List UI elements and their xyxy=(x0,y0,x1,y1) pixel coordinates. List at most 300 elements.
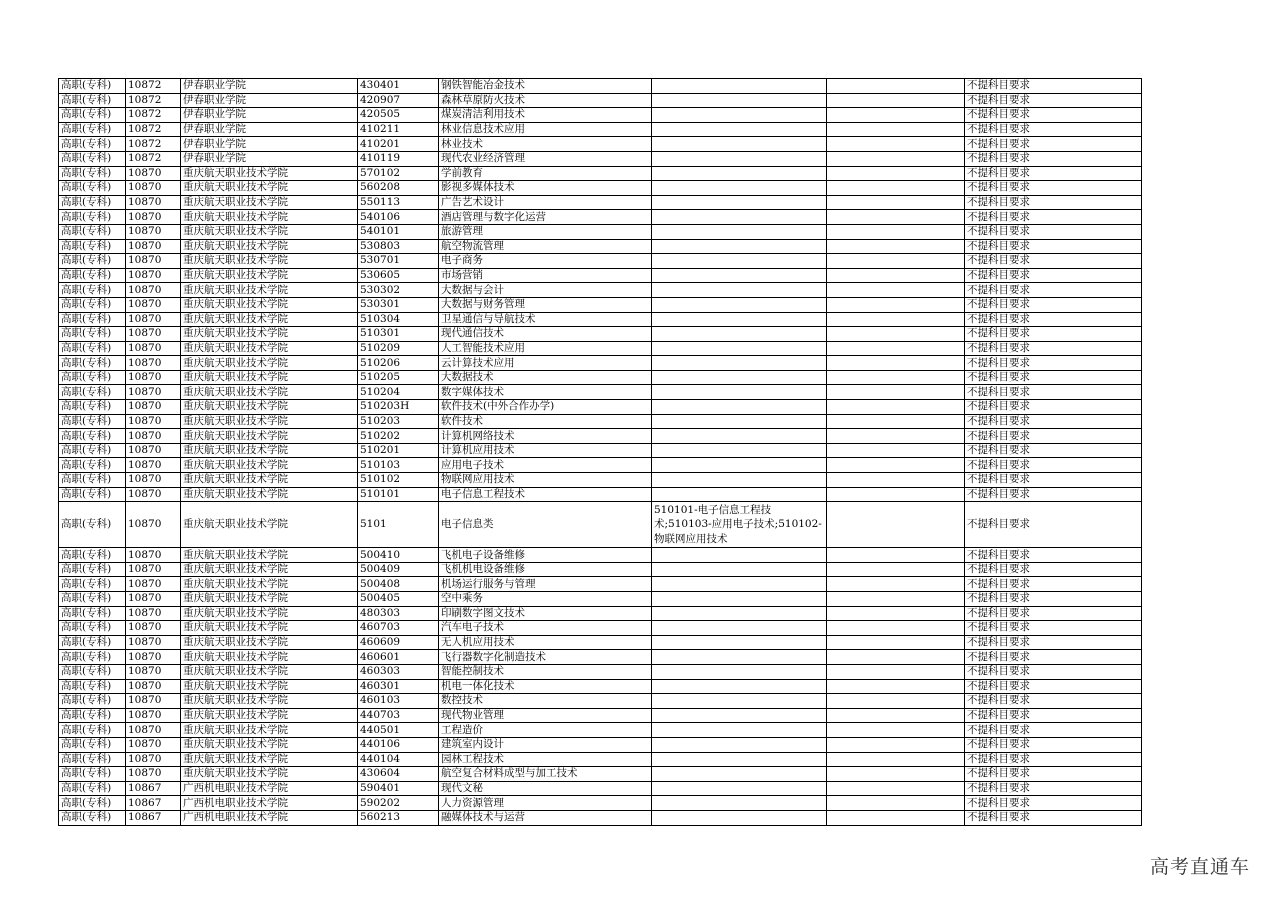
note-cell xyxy=(827,239,965,254)
school-name-cell: 伊春职业学院 xyxy=(181,137,358,152)
major-code-cell: 530302 xyxy=(358,283,439,298)
table-row xyxy=(59,781,1142,796)
subject-requirement-cell: 不提科目要求 xyxy=(965,122,1142,137)
included-majors-cell xyxy=(652,796,827,811)
school-name-cell: 重庆航天职业技术学院 xyxy=(181,592,358,607)
included-majors-cell xyxy=(652,592,827,607)
note-cell xyxy=(827,487,965,502)
school-name-cell: 重庆航天职业技术学院 xyxy=(181,679,358,694)
table-row xyxy=(59,254,1142,269)
school-code-cell: 10870 xyxy=(126,283,181,298)
school-code-cell: 10870 xyxy=(126,254,181,269)
major-name-cell: 卫星通信与导航技术 xyxy=(439,312,652,327)
note-cell xyxy=(827,664,965,679)
school-code-cell: 10870 xyxy=(126,166,181,181)
major-name-cell: 数控技术 xyxy=(439,694,652,709)
major-name-cell: 飞行器数字化制造技术 xyxy=(439,650,652,665)
table-row xyxy=(59,370,1142,385)
table-row xyxy=(59,767,1142,782)
included-majors-cell xyxy=(652,297,827,312)
major-name-cell: 机场运行服务与管理 xyxy=(439,577,652,592)
included-majors-cell xyxy=(652,767,827,782)
school-code-cell: 10870 xyxy=(126,341,181,356)
watermark: 高考直通车 xyxy=(1149,856,1250,878)
level-cell: 高职(专科) xyxy=(59,327,126,342)
major-code-cell: 510102 xyxy=(358,473,439,488)
table-row xyxy=(59,93,1142,108)
school-code-cell: 10872 xyxy=(126,108,181,123)
table-row xyxy=(59,268,1142,283)
level-cell: 高职(专科) xyxy=(59,400,126,415)
school-name-cell: 重庆航天职业技术学院 xyxy=(181,356,358,371)
included-majors-cell xyxy=(652,443,827,458)
major-name-cell: 现代农业经济管理 xyxy=(439,151,652,166)
table-row xyxy=(59,297,1142,312)
note-cell xyxy=(827,606,965,621)
table-row xyxy=(59,796,1142,811)
school-name-cell: 重庆航天职业技术学院 xyxy=(181,723,358,738)
major-name-cell: 电子商务 xyxy=(439,254,652,269)
major-name-cell: 印刷数字图文技术 xyxy=(439,606,652,621)
school-name-cell: 重庆航天职业技术学院 xyxy=(181,239,358,254)
school-name-cell: 重庆航天职业技术学院 xyxy=(181,635,358,650)
level-cell: 高职(专科) xyxy=(59,429,126,444)
school-name-cell: 重庆航天职业技术学院 xyxy=(181,737,358,752)
level-cell: 高职(专科) xyxy=(59,181,126,196)
school-name-cell: 重庆航天职业技术学院 xyxy=(181,502,358,548)
note-cell xyxy=(827,385,965,400)
note-cell xyxy=(827,414,965,429)
note-cell xyxy=(827,312,965,327)
school-code-cell: 10870 xyxy=(126,210,181,225)
table-row xyxy=(59,752,1142,767)
school-name-cell: 广西机电职业技术学院 xyxy=(181,810,358,825)
school-name-cell: 重庆航天职业技术学院 xyxy=(181,327,358,342)
level-cell: 高职(专科) xyxy=(59,458,126,473)
note-cell xyxy=(827,93,965,108)
note-cell xyxy=(827,137,965,152)
table-row xyxy=(59,239,1142,254)
major-code-cell: 420505 xyxy=(358,108,439,123)
major-code-cell: 510201 xyxy=(358,443,439,458)
school-code-cell: 10870 xyxy=(126,548,181,563)
included-majors-cell xyxy=(652,737,827,752)
level-cell: 高职(专科) xyxy=(59,487,126,502)
school-name-cell: 重庆航天职业技术学院 xyxy=(181,210,358,225)
school-name-cell: 重庆航天职业技术学院 xyxy=(181,577,358,592)
note-cell xyxy=(827,458,965,473)
level-cell: 高职(专科) xyxy=(59,137,126,152)
table-row xyxy=(59,181,1142,196)
included-majors-cell xyxy=(652,122,827,137)
school-name-cell: 重庆航天职业技术学院 xyxy=(181,548,358,563)
level-cell: 高职(专科) xyxy=(59,577,126,592)
major-code-cell: 570102 xyxy=(358,166,439,181)
school-name-cell: 广西机电职业技术学院 xyxy=(181,781,358,796)
table-row xyxy=(59,137,1142,152)
school-code-cell: 10870 xyxy=(126,443,181,458)
major-code-cell: 510203H xyxy=(358,400,439,415)
school-code-cell: 10867 xyxy=(126,796,181,811)
included-majors-cell xyxy=(652,487,827,502)
included-majors-cell xyxy=(652,621,827,636)
note-cell xyxy=(827,341,965,356)
table-row xyxy=(59,356,1142,371)
table-row xyxy=(59,224,1142,239)
included-majors-cell xyxy=(652,548,827,563)
major-code-cell: 510203 xyxy=(358,414,439,429)
major-code-cell: 440703 xyxy=(358,708,439,723)
table-row xyxy=(59,195,1142,210)
school-code-cell: 10870 xyxy=(126,737,181,752)
major-code-cell: 540106 xyxy=(358,210,439,225)
major-name-cell: 融媒体技术与运营 xyxy=(439,810,652,825)
note-cell xyxy=(827,283,965,298)
major-name-cell: 大数据技术 xyxy=(439,370,652,385)
subject-requirement-cell: 不提科目要求 xyxy=(965,181,1142,196)
subject-requirement-cell: 不提科目要求 xyxy=(965,166,1142,181)
major-name-cell: 大数据与财务管理 xyxy=(439,297,652,312)
level-cell: 高职(专科) xyxy=(59,767,126,782)
table-row xyxy=(59,151,1142,166)
note-cell xyxy=(827,767,965,782)
level-cell: 高职(专科) xyxy=(59,93,126,108)
major-code-cell: 560208 xyxy=(358,181,439,196)
level-cell: 高职(专科) xyxy=(59,385,126,400)
note-cell xyxy=(827,621,965,636)
school-code-cell: 10870 xyxy=(126,502,181,548)
note-cell xyxy=(827,781,965,796)
school-code-cell: 10870 xyxy=(126,577,181,592)
note-cell xyxy=(827,502,965,548)
subject-requirement-cell: 不提科目要求 xyxy=(965,356,1142,371)
major-code-cell: 410201 xyxy=(358,137,439,152)
school-code-cell: 10870 xyxy=(126,708,181,723)
included-majors-cell xyxy=(652,606,827,621)
school-code-cell: 10870 xyxy=(126,370,181,385)
table-row xyxy=(59,283,1142,298)
major-code-cell: 510301 xyxy=(358,327,439,342)
major-name-cell: 软件技术(中外合作办学) xyxy=(439,400,652,415)
level-cell: 高职(专科) xyxy=(59,370,126,385)
subject-requirement-cell: 不提科目要求 xyxy=(965,606,1142,621)
major-name-cell: 广告艺术设计 xyxy=(439,195,652,210)
subject-requirement-cell: 不提科目要求 xyxy=(965,151,1142,166)
level-cell: 高职(专科) xyxy=(59,723,126,738)
note-cell xyxy=(827,108,965,123)
major-code-cell: 460703 xyxy=(358,621,439,636)
school-code-cell: 10870 xyxy=(126,224,181,239)
level-cell: 高职(专科) xyxy=(59,122,126,137)
included-majors-cell xyxy=(652,414,827,429)
table-row xyxy=(59,502,1142,548)
school-name-cell: 重庆航天职业技术学院 xyxy=(181,224,358,239)
school-name-cell: 重庆航天职业技术学院 xyxy=(181,767,358,782)
included-majors-cell xyxy=(652,341,827,356)
included-majors-cell xyxy=(652,458,827,473)
included-majors-cell xyxy=(652,781,827,796)
school-name-cell: 重庆航天职业技术学院 xyxy=(181,606,358,621)
note-cell xyxy=(827,562,965,577)
major-code-cell: 460103 xyxy=(358,694,439,709)
school-code-cell: 10872 xyxy=(126,151,181,166)
note-cell xyxy=(827,122,965,137)
included-majors-cell xyxy=(652,356,827,371)
subject-requirement-cell: 不提科目要求 xyxy=(965,268,1142,283)
table-row xyxy=(59,79,1142,94)
included-majors-cell xyxy=(652,810,827,825)
included-majors-cell xyxy=(652,694,827,709)
included-majors-cell xyxy=(652,577,827,592)
level-cell: 高职(专科) xyxy=(59,356,126,371)
level-cell: 高职(专科) xyxy=(59,210,126,225)
major-name-cell: 旅游管理 xyxy=(439,224,652,239)
level-cell: 高职(专科) xyxy=(59,562,126,577)
major-name-cell: 酒店管理与数字化运营 xyxy=(439,210,652,225)
major-code-cell: 5101 xyxy=(358,502,439,548)
table-row xyxy=(59,327,1142,342)
table-row xyxy=(59,679,1142,694)
table-row xyxy=(59,458,1142,473)
note-cell xyxy=(827,195,965,210)
subject-requirement-cell: 不提科目要求 xyxy=(965,224,1142,239)
major-code-cell: 510206 xyxy=(358,356,439,371)
major-name-cell: 云计算技术应用 xyxy=(439,356,652,371)
included-majors-cell xyxy=(652,181,827,196)
note-cell xyxy=(827,752,965,767)
school-name-cell: 重庆航天职业技术学院 xyxy=(181,458,358,473)
major-name-cell: 林业信息技术应用 xyxy=(439,122,652,137)
included-majors-cell xyxy=(652,108,827,123)
note-cell xyxy=(827,181,965,196)
subject-requirement-cell: 不提科目要求 xyxy=(965,473,1142,488)
table-row xyxy=(59,108,1142,123)
subject-requirement-cell: 不提科目要求 xyxy=(965,767,1142,782)
subject-requirement-cell: 不提科目要求 xyxy=(965,592,1142,607)
subject-requirement-cell: 不提科目要求 xyxy=(965,210,1142,225)
subject-requirement-cell: 不提科目要求 xyxy=(965,708,1142,723)
major-code-cell: 510204 xyxy=(358,385,439,400)
note-cell xyxy=(827,297,965,312)
school-name-cell: 重庆航天职业技术学院 xyxy=(181,664,358,679)
school-code-cell: 10870 xyxy=(126,694,181,709)
included-majors-cell xyxy=(652,239,827,254)
school-name-cell: 重庆航天职业技术学院 xyxy=(181,341,358,356)
included-majors-cell xyxy=(652,370,827,385)
major-name-cell: 园林工程技术 xyxy=(439,752,652,767)
subject-requirement-cell: 不提科目要求 xyxy=(965,562,1142,577)
school-code-cell: 10870 xyxy=(126,650,181,665)
major-code-cell: 510202 xyxy=(358,429,439,444)
table-row xyxy=(59,166,1142,181)
included-majors-cell xyxy=(652,473,827,488)
major-name-cell: 航空物流管理 xyxy=(439,239,652,254)
subject-requirement-cell: 不提科目要求 xyxy=(965,429,1142,444)
subject-requirement-cell: 不提科目要求 xyxy=(965,650,1142,665)
level-cell: 高职(专科) xyxy=(59,810,126,825)
major-code-cell: 430604 xyxy=(358,767,439,782)
level-cell: 高职(专科) xyxy=(59,650,126,665)
major-code-cell: 510205 xyxy=(358,370,439,385)
table-row xyxy=(59,400,1142,415)
subject-requirement-cell: 不提科目要求 xyxy=(965,312,1142,327)
school-code-cell: 10870 xyxy=(126,429,181,444)
major-name-cell: 机电一体化技术 xyxy=(439,679,652,694)
school-code-cell: 10870 xyxy=(126,195,181,210)
school-code-cell: 10870 xyxy=(126,635,181,650)
school-code-cell: 10870 xyxy=(126,473,181,488)
school-code-cell: 10870 xyxy=(126,621,181,636)
school-name-cell: 重庆航天职业技术学院 xyxy=(181,181,358,196)
included-majors-cell xyxy=(652,195,827,210)
table-row xyxy=(59,122,1142,137)
major-code-cell: 590401 xyxy=(358,781,439,796)
subject-requirement-cell: 不提科目要求 xyxy=(965,723,1142,738)
major-name-cell: 电子信息工程技术 xyxy=(439,487,652,502)
table-row xyxy=(59,737,1142,752)
included-majors-cell xyxy=(652,752,827,767)
enrollment-table xyxy=(58,78,1142,826)
level-cell: 高职(专科) xyxy=(59,708,126,723)
note-cell xyxy=(827,650,965,665)
note-cell xyxy=(827,79,965,94)
included-majors-cell xyxy=(652,679,827,694)
subject-requirement-cell: 不提科目要求 xyxy=(965,297,1142,312)
table-row xyxy=(59,606,1142,621)
major-name-cell: 计算机网络技术 xyxy=(439,429,652,444)
major-name-cell: 煤炭清洁利用技术 xyxy=(439,108,652,123)
major-name-cell: 电子信息类 xyxy=(439,502,652,548)
level-cell: 高职(专科) xyxy=(59,781,126,796)
school-name-cell: 重庆航天职业技术学院 xyxy=(181,621,358,636)
note-cell xyxy=(827,708,965,723)
level-cell: 高职(专科) xyxy=(59,752,126,767)
subject-requirement-cell: 不提科目要求 xyxy=(965,694,1142,709)
level-cell: 高职(专科) xyxy=(59,239,126,254)
included-majors-cell xyxy=(652,723,827,738)
major-name-cell: 现代文秘 xyxy=(439,781,652,796)
major-name-cell: 汽车电子技术 xyxy=(439,621,652,636)
major-name-cell: 人工智能技术应用 xyxy=(439,341,652,356)
level-cell: 高职(专科) xyxy=(59,341,126,356)
major-code-cell: 440501 xyxy=(358,723,439,738)
school-name-cell: 重庆航天职业技术学院 xyxy=(181,268,358,283)
school-code-cell: 10870 xyxy=(126,606,181,621)
subject-requirement-cell: 不提科目要求 xyxy=(965,810,1142,825)
table-row xyxy=(59,577,1142,592)
included-majors-cell xyxy=(652,137,827,152)
major-name-cell: 市场营销 xyxy=(439,268,652,283)
level-cell: 高职(专科) xyxy=(59,166,126,181)
school-name-cell: 重庆航天职业技术学院 xyxy=(181,694,358,709)
subject-requirement-cell: 不提科目要求 xyxy=(965,414,1142,429)
school-name-cell: 重庆航天职业技术学院 xyxy=(181,195,358,210)
school-code-cell: 10870 xyxy=(126,562,181,577)
note-cell xyxy=(827,473,965,488)
included-majors-cell xyxy=(652,224,827,239)
school-code-cell: 10870 xyxy=(126,664,181,679)
school-code-cell: 10870 xyxy=(126,592,181,607)
subject-requirement-cell: 不提科目要求 xyxy=(965,458,1142,473)
table-row xyxy=(59,664,1142,679)
table-row xyxy=(59,341,1142,356)
included-majors-cell xyxy=(652,283,827,298)
major-code-cell: 510103 xyxy=(358,458,439,473)
school-name-cell: 重庆航天职业技术学院 xyxy=(181,752,358,767)
level-cell: 高职(专科) xyxy=(59,621,126,636)
note-cell xyxy=(827,400,965,415)
subject-requirement-cell: 不提科目要求 xyxy=(965,487,1142,502)
included-majors-cell xyxy=(652,312,827,327)
school-name-cell: 重庆航天职业技术学院 xyxy=(181,297,358,312)
subject-requirement-cell: 不提科目要求 xyxy=(965,781,1142,796)
note-cell xyxy=(827,679,965,694)
school-code-cell: 10870 xyxy=(126,767,181,782)
level-cell: 高职(专科) xyxy=(59,737,126,752)
school-code-cell: 10870 xyxy=(126,239,181,254)
major-name-cell: 空中乘务 xyxy=(439,592,652,607)
major-name-cell: 物联网应用技术 xyxy=(439,473,652,488)
subject-requirement-cell: 不提科目要求 xyxy=(965,93,1142,108)
major-code-cell: 540101 xyxy=(358,224,439,239)
included-majors-cell xyxy=(652,400,827,415)
table-row xyxy=(59,312,1142,327)
major-code-cell: 460601 xyxy=(358,650,439,665)
school-name-cell: 伊春职业学院 xyxy=(181,79,358,94)
school-code-cell: 10870 xyxy=(126,487,181,502)
note-cell xyxy=(827,810,965,825)
included-majors-cell xyxy=(652,664,827,679)
school-name-cell: 重庆航天职业技术学院 xyxy=(181,562,358,577)
major-code-cell: 550113 xyxy=(358,195,439,210)
note-cell xyxy=(827,694,965,709)
major-name-cell: 现代物业管理 xyxy=(439,708,652,723)
subject-requirement-cell: 不提科目要求 xyxy=(965,341,1142,356)
subject-requirement-cell: 不提科目要求 xyxy=(965,548,1142,563)
major-code-cell: 410211 xyxy=(358,122,439,137)
level-cell: 高职(专科) xyxy=(59,443,126,458)
subject-requirement-cell: 不提科目要求 xyxy=(965,385,1142,400)
major-name-cell: 工程造价 xyxy=(439,723,652,738)
school-name-cell: 重庆航天职业技术学院 xyxy=(181,473,358,488)
table-body xyxy=(59,79,1142,826)
major-name-cell: 计算机应用技术 xyxy=(439,443,652,458)
subject-requirement-cell: 不提科目要求 xyxy=(965,443,1142,458)
school-code-cell: 10867 xyxy=(126,781,181,796)
table-row xyxy=(59,473,1142,488)
level-cell: 高职(专科) xyxy=(59,679,126,694)
subject-requirement-cell: 不提科目要求 xyxy=(965,737,1142,752)
school-name-cell: 伊春职业学院 xyxy=(181,108,358,123)
level-cell: 高职(专科) xyxy=(59,592,126,607)
school-name-cell: 重庆航天职业技术学院 xyxy=(181,370,358,385)
school-code-cell: 10872 xyxy=(126,137,181,152)
major-code-cell: 500410 xyxy=(358,548,439,563)
major-code-cell: 510304 xyxy=(358,312,439,327)
major-name-cell: 数字媒体技术 xyxy=(439,385,652,400)
school-code-cell: 10872 xyxy=(126,122,181,137)
major-name-cell: 应用电子技术 xyxy=(439,458,652,473)
major-name-cell: 现代通信技术 xyxy=(439,327,652,342)
school-name-cell: 广西机电职业技术学院 xyxy=(181,796,358,811)
major-code-cell: 500405 xyxy=(358,592,439,607)
major-code-cell: 460609 xyxy=(358,635,439,650)
major-name-cell: 智能控制技术 xyxy=(439,664,652,679)
note-cell xyxy=(827,327,965,342)
note-cell xyxy=(827,254,965,269)
level-cell: 高职(专科) xyxy=(59,254,126,269)
included-majors-cell xyxy=(652,79,827,94)
